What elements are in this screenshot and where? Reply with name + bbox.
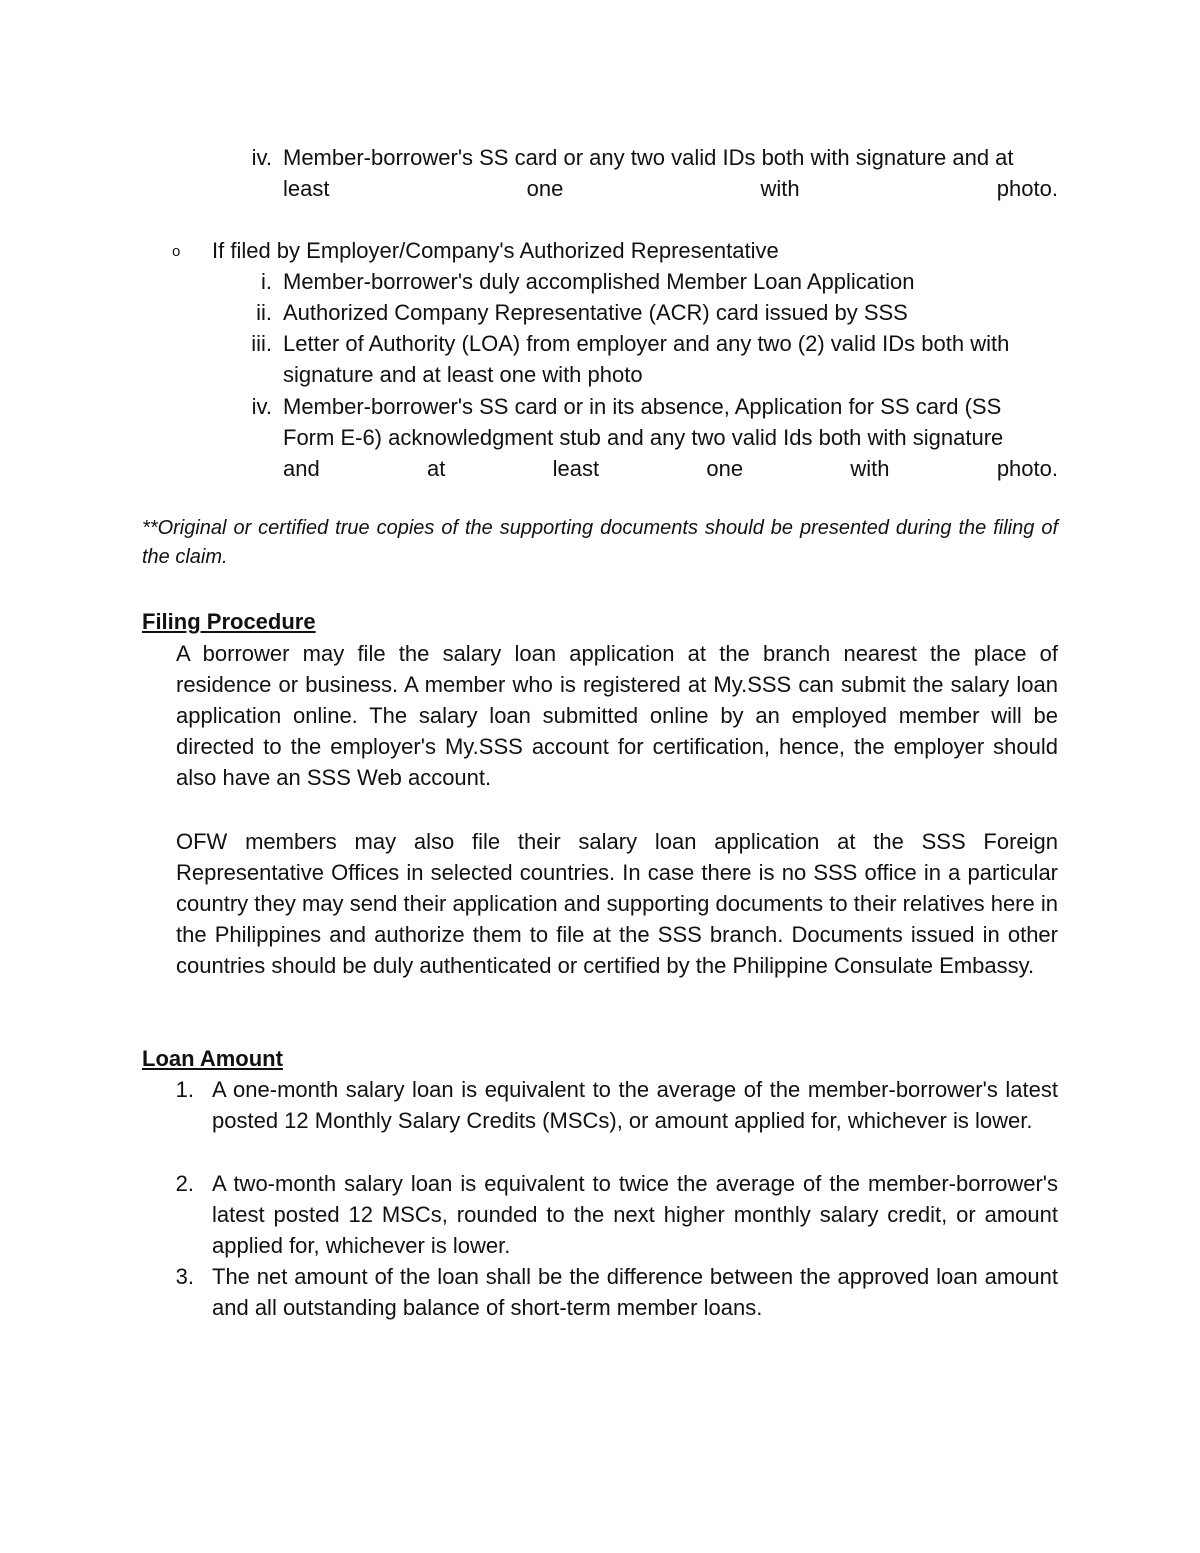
word: one bbox=[706, 456, 744, 481]
list-marker: i. bbox=[261, 269, 272, 294]
list-item-text-spread bbox=[283, 173, 1058, 204]
list-item-text: Member-borrower's SS card or in its absence, Application for SS card (SS bbox=[283, 394, 1002, 419]
list-item-text: Authorized Company Representative (ACR) card issued by SSS bbox=[283, 300, 908, 325]
list-item-text: Form E-6) acknowledgment stub and any two valid Ids both with signature bbox=[283, 425, 1004, 450]
word: at bbox=[427, 456, 446, 481]
hollow-bullet-icon: o bbox=[172, 243, 181, 260]
word: photo. bbox=[996, 176, 1058, 201]
list-marker: ii. bbox=[256, 300, 272, 325]
list-marker: 3. bbox=[175, 1264, 194, 1289]
word: least bbox=[552, 456, 600, 481]
word: and bbox=[283, 456, 320, 481]
loan-amount-item: A one-month salary loan is equivalent to the average of the member-borrower's latest posted 12 Monthly Salary Credits (MSCs), or amount applied for, whichever is lower. bbox=[212, 1077, 1058, 1133]
supporting-documents-note: **Original or certified true copies of the supporting documents should be presented during the filing of the claim. bbox=[142, 517, 1058, 568]
word: photo. bbox=[996, 456, 1058, 481]
filing-procedure-paragraph-1: A borrower may file the salary loan application at the branch nearest the place of residence or business. A member who is registered at My.SSS can submit the salary loan application online. The salary loan submitted online by an employed member will be directed to the employer's My.SSS account for certification, hence, the employer should also have an SSS Web account. bbox=[176, 641, 1058, 790]
list-marker: iv. bbox=[251, 394, 272, 419]
word: with bbox=[850, 456, 890, 481]
list-marker: 1. bbox=[175, 1077, 194, 1102]
section-heading-loan-amount: Loan Amount bbox=[142, 1046, 283, 1071]
list-item-text: Member-borrower's duly accomplished Member Loan Application bbox=[283, 269, 915, 294]
word: with bbox=[760, 176, 800, 201]
word: least bbox=[283, 176, 330, 201]
sublist-heading: If filed by Employer/Company's Authorized Representative bbox=[212, 238, 779, 263]
loan-amount-item: The net amount of the loan shall be the difference between the approved loan amount and all outstanding balance of short-term member loans. bbox=[212, 1264, 1058, 1320]
word: one bbox=[526, 176, 564, 201]
loan-amount-item: A two-month salary loan is equivalent to twice the average of the member-borrower's latest posted 12 MSCs, rounded to the next higher monthly salary credit, or amount applied for, whichever is lower. bbox=[212, 1171, 1058, 1258]
list-marker: iii. bbox=[251, 331, 272, 356]
filing-procedure-paragraph-2: OFW members may also file their salary loan application at the SSS Foreign Representative Offices in selected countries. In case there is no SSS office in a particular country they may send their application and supporting documents to their relatives here in the Philippines and authorize them to file at the SSS branch. Documents issued in other countries should be duly authenticated or certified by the Philippine Consulate Embassy. bbox=[176, 829, 1058, 978]
list-item-text: Member-borrower's SS card or any two valid IDs both with signature and at bbox=[283, 145, 1014, 170]
list-item-text-spread bbox=[283, 453, 1058, 484]
section-heading-filing-procedure: Filing Procedure bbox=[142, 609, 316, 634]
list-item-text: signature and at least one with photo bbox=[283, 362, 643, 387]
list-marker: iv. bbox=[251, 145, 272, 170]
list-marker: 2. bbox=[175, 1171, 194, 1196]
list-item-text: Letter of Authority (LOA) from employer and any two (2) valid IDs both with bbox=[283, 331, 1010, 356]
